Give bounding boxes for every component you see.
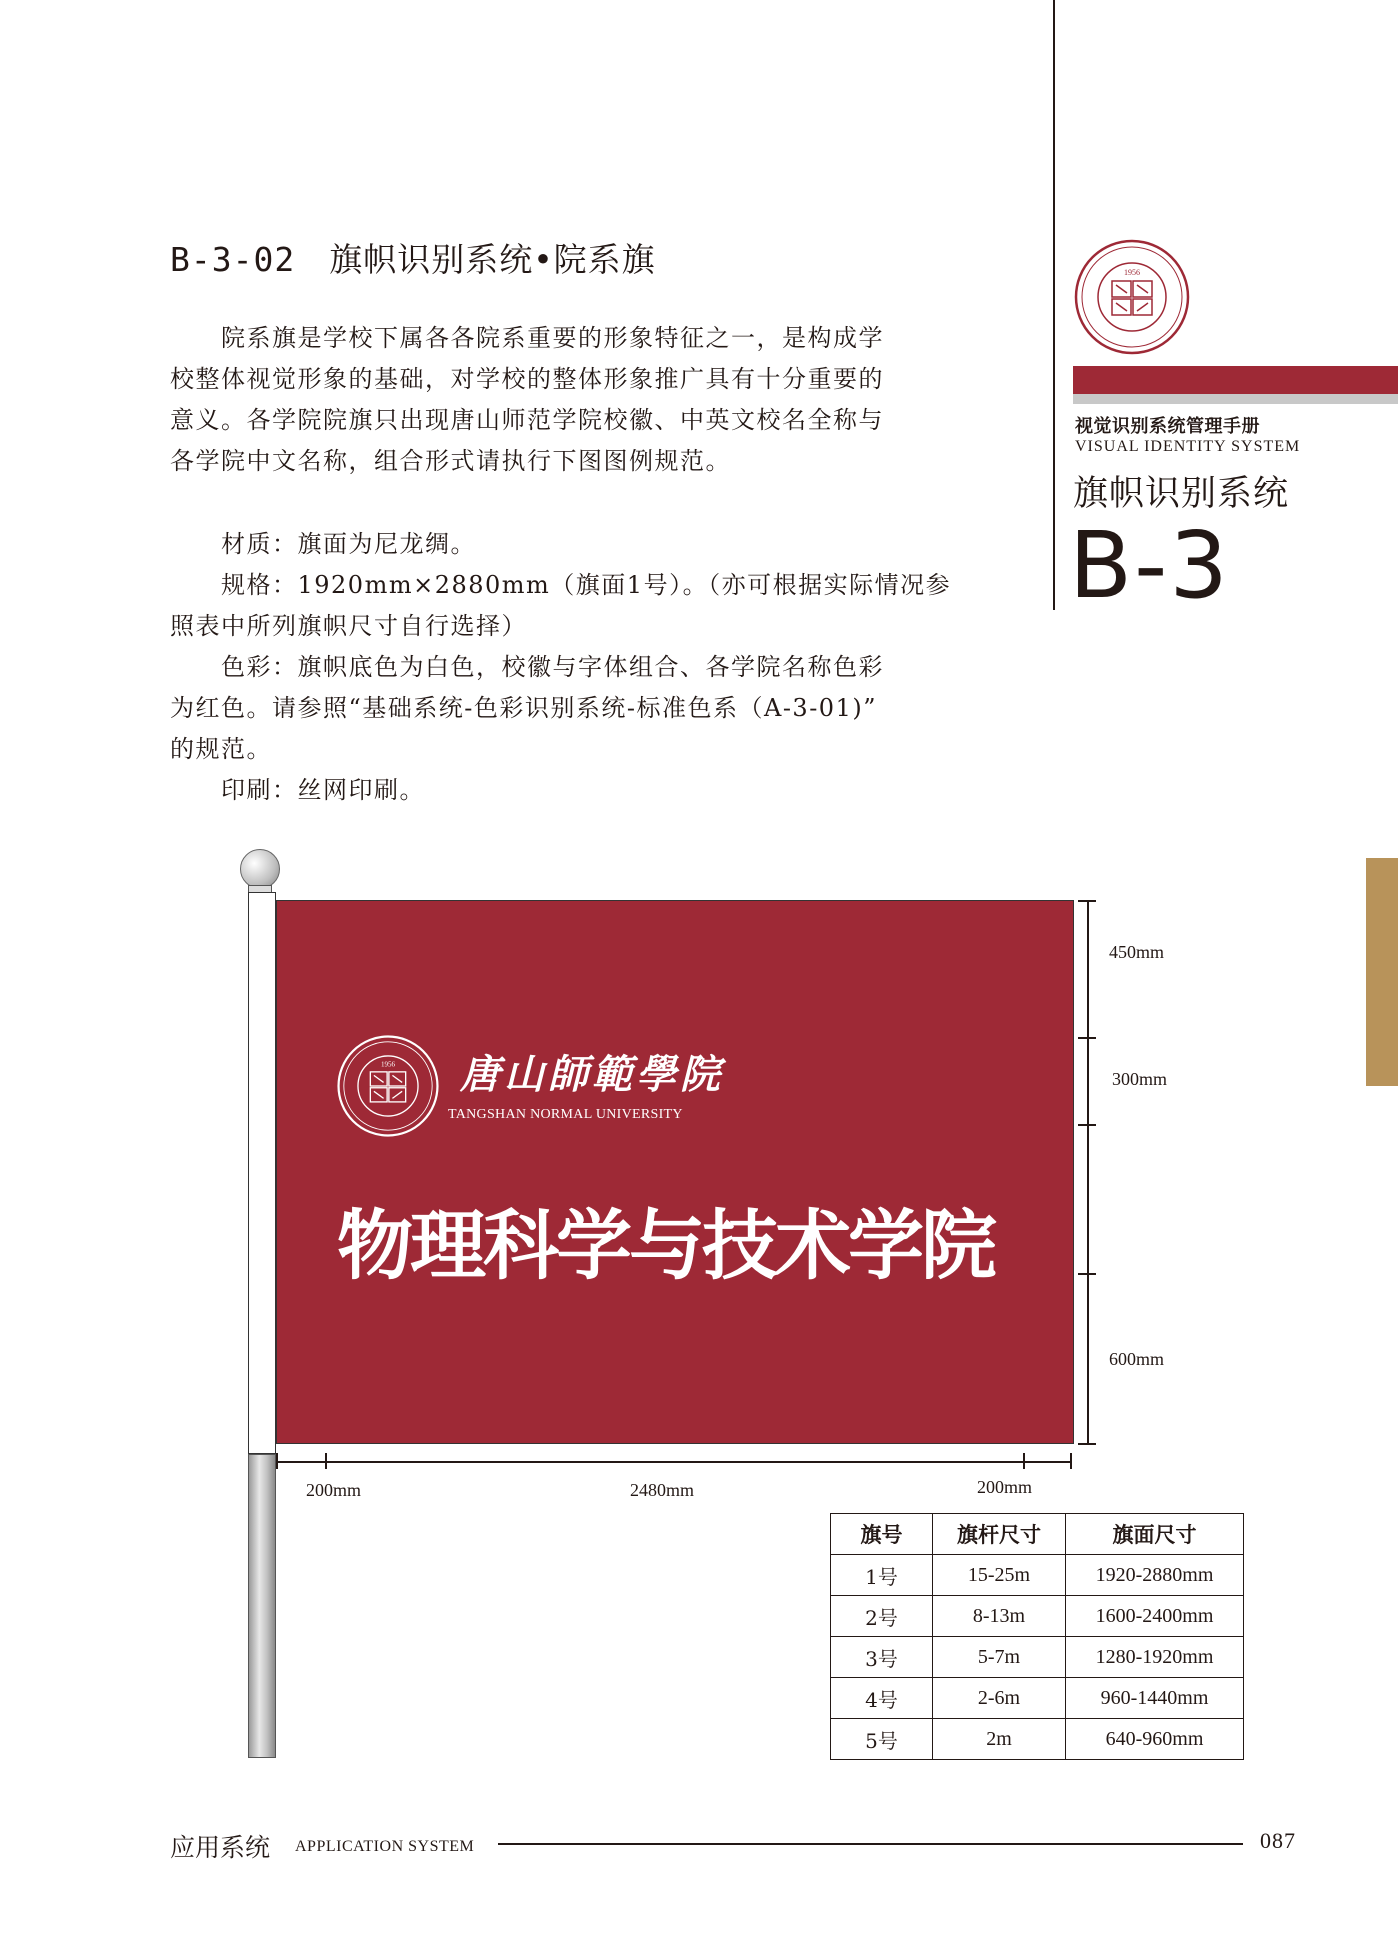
table-cell: 8-13m (933, 1596, 1066, 1637)
section-title-cn: 旗帜识别系统 (1073, 474, 1290, 514)
dimension-tick (1078, 1443, 1096, 1445)
intro-line: 各学院中文名称，组合形式请执行下图图例规范。 (170, 447, 731, 475)
page-number: 087 (1260, 1828, 1296, 1853)
spec-line: 色彩：旗帜底色为白色，校徽与字体组合、各学院名称色彩 (170, 653, 884, 681)
table-cell: 3号 (831, 1637, 933, 1678)
spec-line: 材质：旗面为尼龙绸。 (170, 530, 476, 558)
table-cell: 960-1440mm (1066, 1678, 1244, 1719)
emblem-year: 1956 (1124, 268, 1140, 277)
dimension-label-top: 450mm (1109, 942, 1165, 962)
manual-title-en: VISUAL IDENTITY SYSTEM (1075, 438, 1301, 455)
flag-university-name-en: TANGSHAN NORMAL UNIVERSITY (448, 1107, 683, 1122)
dimension-tick (1078, 900, 1096, 902)
flag-department-name: 物理科学与技术学院 (337, 1201, 994, 1290)
table-cell: 1280-1920mm (1066, 1637, 1244, 1678)
dimension-line-vertical (1087, 900, 1089, 1444)
dimension-tick (325, 1453, 327, 1469)
spec-paragraph (170, 524, 970, 811)
footer-section-cn: 应用系统 (170, 1833, 271, 1862)
flagpole-lower (248, 1454, 276, 1758)
dimension-label-left: 200mm (306, 1480, 362, 1500)
spec-line: 印刷：丝网印刷。 (170, 776, 425, 804)
flag-university-name-cn: 唐山師範學院 (460, 1051, 724, 1098)
spec-line: 的规范。 (170, 735, 272, 763)
dimension-tick (1078, 1037, 1096, 1039)
dimension-label-bottom: 600mm (1109, 1349, 1165, 1369)
table-cell: 1号 (831, 1555, 933, 1596)
page-tab-marker (1366, 858, 1398, 1086)
footer-section-en: APPLICATION SYSTEM (295, 1838, 475, 1855)
intro-paragraph (170, 318, 970, 482)
dimension-tick (1023, 1453, 1025, 1469)
table-row (831, 1719, 1244, 1760)
table-cell: 640-960mm (1066, 1719, 1244, 1760)
section-code: B-3 (1069, 512, 1230, 619)
flag-emblem-icon (335, 1033, 441, 1139)
manual-title-cn: 视觉识别系统管理手册 (1075, 416, 1260, 437)
intro-line: 校整体视觉形象的基础，对学校的整体形象推广具有十分重要的 (170, 365, 884, 393)
dimension-label-right: 200mm (977, 1477, 1033, 1497)
table-cell: 4号 (831, 1678, 933, 1719)
dimension-label-center: 2480mm (630, 1480, 695, 1500)
table-cell: 15-25m (933, 1555, 1066, 1596)
dimension-line-horizontal (276, 1461, 1072, 1463)
vertical-divider (1053, 0, 1055, 610)
page-title (170, 234, 656, 281)
spec-line: 为红色。请参照“基础系统-色彩识别系统-标准色系（A-3-01)” (170, 694, 877, 722)
dimension-tick (1078, 1273, 1096, 1275)
table-row (831, 1555, 1244, 1596)
table-cell: 1920-2880mm (1066, 1555, 1244, 1596)
university-emblem-icon (1072, 237, 1192, 357)
table-header-row (831, 1514, 1244, 1555)
table-header-cell: 旗面尺寸 (1066, 1514, 1244, 1555)
table-row (831, 1596, 1244, 1637)
flag-size-table (830, 1513, 1244, 1760)
table-cell: 5-7m (933, 1637, 1066, 1678)
intro-line: 意义。各学院院旗只出现唐山师范学院校徽、中英文校名全称与 (170, 406, 884, 434)
dimension-tick (1078, 1124, 1096, 1126)
dimension-tick (276, 1453, 278, 1469)
page-title-text: 旗帜识别系统•院系旗 (329, 240, 656, 279)
flagpole-upper (248, 892, 276, 1454)
table-row (831, 1678, 1244, 1719)
spec-line: 照表中所列旗帜尺寸自行选择） (170, 612, 527, 640)
table-cell: 1600-2400mm (1066, 1596, 1244, 1637)
spec-line: 规格：1920mm×2880mm（旗面1号）。（亦可根据实际情况参 (170, 571, 952, 599)
table-header-cell: 旗杆尺寸 (933, 1514, 1066, 1555)
table-cell: 2号 (831, 1596, 933, 1637)
sidebar-red-bar (1073, 366, 1398, 394)
intro-line: 院系旗是学校下属各各院系重要的形象特征之一，是构成学 (170, 324, 884, 352)
table-header-cell: 旗号 (831, 1514, 933, 1555)
dimension-label-middle: 300mm (1112, 1069, 1168, 1089)
flagpole-finial (240, 849, 280, 889)
table-cell: 2m (933, 1719, 1066, 1760)
department-flag (276, 900, 1074, 1444)
flag-emblem-year: 1956 (380, 1060, 396, 1069)
table-row (831, 1637, 1244, 1678)
dimension-tick (1070, 1453, 1072, 1469)
table-cell: 2-6m (933, 1678, 1066, 1719)
page-title-code: B-3-02 (170, 240, 296, 279)
footer-rule (498, 1843, 1243, 1845)
sidebar-gray-bar (1073, 394, 1398, 404)
table-cell: 5号 (831, 1719, 933, 1760)
